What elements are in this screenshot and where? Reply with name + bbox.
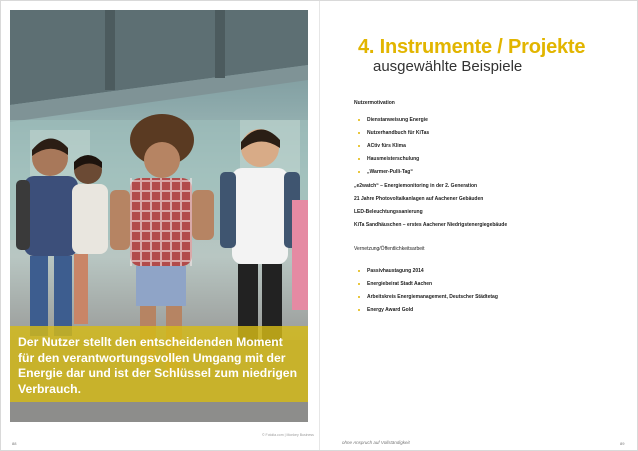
list-line: „e2watch“ – Energiemonitoring in der 2. Generation — [354, 183, 478, 189]
quote-line: Der Nutzer stellt den entscheidenden Moment — [18, 335, 283, 349]
list-item-label: Hausmeisterschulung — [367, 156, 420, 162]
bullet-dot-icon — [358, 270, 360, 272]
list-line: LED-Beleuchtungssanierung — [354, 209, 423, 215]
list-item — [358, 130, 429, 136]
list-item-label: Nutzerhandbuch für KiTas — [367, 130, 430, 136]
section-heading-nutzermotivation: Nutzermotivation — [354, 100, 395, 106]
list-item-label: Arbeitskreis Energiemanagement, Deutscher Städtetag — [367, 294, 498, 300]
bullet-dot-icon — [358, 283, 360, 285]
list-item — [358, 268, 424, 274]
quote-line: für den verantwortungsvollen Umgang mit der — [18, 350, 286, 365]
bullet-dot-icon — [358, 158, 360, 160]
quote-text — [18, 335, 303, 397]
bullet-dot-icon — [358, 145, 360, 147]
list-line: 21 Jahre Photovoltaikanlagen auf Aachener Gebäuden — [354, 196, 484, 202]
list-item — [358, 294, 498, 300]
list-item — [358, 156, 419, 162]
list-item — [358, 169, 413, 175]
page-title: 4. Instrumente / Projekte — [358, 36, 586, 58]
quote-line: Energie dar und ist der Schlüssel zum niedrigen — [18, 366, 298, 380]
section-heading-vernetzung: Vernetzung/Öffentlichkeitsarbeit — [354, 246, 425, 252]
footer-note: ohne Anspruch auf Vollständigkeit — [342, 440, 410, 445]
bullet-dot-icon — [358, 296, 360, 298]
list-item — [358, 117, 428, 123]
list-item — [358, 307, 413, 313]
list-item-label: „Warmer-Pulli-Tag“ — [367, 169, 413, 175]
bullet-dot-icon — [358, 119, 360, 121]
list-item — [358, 281, 432, 287]
bullet-dot-icon — [358, 132, 360, 134]
list-line: KiTa Sandhäuschen – erstes Aachener Niedrigstenergiegebäude — [354, 222, 508, 228]
list-item-label: Energiebeirat Stadt Aachen — [367, 281, 433, 287]
list-item-label: ACtiv fürs Klima — [367, 143, 406, 149]
bullet-dot-icon — [358, 171, 360, 173]
list-item-label: Passivhaustagung 2014 — [367, 268, 424, 274]
list-item — [358, 143, 406, 149]
list-item-label: Dienstanweisung Energie — [367, 117, 428, 123]
photo-credit: © Fotolia.com | Monkey Business — [262, 433, 314, 437]
page-number-right: 89 — [620, 441, 625, 446]
list-item-label: Energy Award Gold — [367, 307, 414, 313]
page-subtitle: ausgewählte Beispiele — [373, 58, 523, 75]
quote-line: Verbrauch. — [18, 381, 81, 396]
bullet-dot-icon — [358, 309, 360, 311]
page-number-left: 88 — [12, 441, 17, 446]
